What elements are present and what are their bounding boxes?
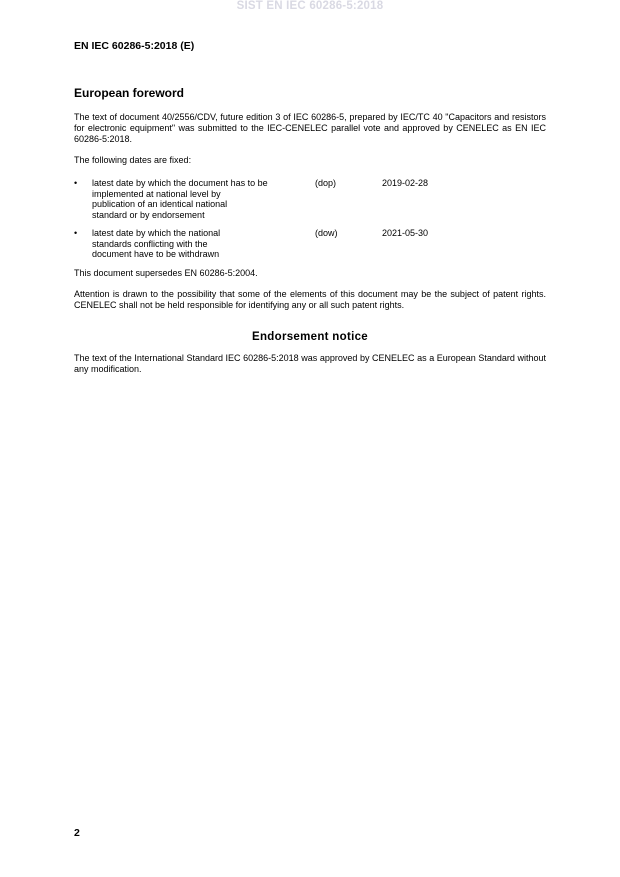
- bullet-icon: •: [74, 178, 78, 188]
- patent-note: Attention is drawn to the possibility that some of the elements of this document may be the subject of patent rights. CENELEC shall not be held responsible for identifying any or all such patent rights.: [74, 288, 546, 310]
- bullet-icon: •: [74, 228, 78, 238]
- watermark: SIST EN IEC 60286-5:2018: [236, 0, 384, 12]
- endorsement-title: Endorsement notice: [252, 330, 368, 343]
- date-description-line: implemented at national level by: [92, 188, 221, 199]
- document-id: EN IEC 60286-5:2018 (E): [74, 40, 195, 52]
- date-description: [92, 228, 315, 260]
- endorsement-text: The text of the International Standard IEC 60286-5:2018 was approved by CENELEC as a European Standard without any modification.: [74, 352, 546, 374]
- supersedes-note: This document supersedes EN 60286-5:2004.: [74, 267, 258, 278]
- date-abbreviation: (dow): [315, 228, 338, 238]
- date-description: [92, 178, 315, 220]
- dates-list: [74, 178, 546, 260]
- date-description-line: publication of an identical national: [92, 199, 228, 209]
- dates-intro: The following dates are fixed:: [74, 155, 192, 165]
- page-number: 2: [74, 827, 80, 839]
- foreword-intro: The text of document 40/2556/CDV, future edition 3 of IEC 60286-5, prepared by IEC/TC 40 "Capacitors and resistors for electronic equipment" was submitted to the IEC-CENELEC parallel vote and approved by CENELEC as EN IEC 60286-5:2018.: [74, 112, 546, 144]
- date-description-line: latest date by which the national: [92, 228, 221, 238]
- date-description-line: standards conflicting with the: [92, 238, 208, 249]
- date-description-line: latest date by which the document has to be: [92, 178, 268, 188]
- date-item-dop: [74, 178, 546, 220]
- page-content: [74, 86, 546, 375]
- date-description-line: standard or by endorsement: [92, 209, 205, 220]
- date-item-dow: [74, 228, 546, 260]
- foreword-title: European foreword: [74, 86, 185, 100]
- date-description-line: document have to be withdrawn: [92, 249, 220, 259]
- date-value: 2021-05-30: [382, 228, 429, 238]
- date-value: 2019-02-28: [382, 178, 429, 188]
- date-abbreviation: (dop): [315, 178, 337, 188]
